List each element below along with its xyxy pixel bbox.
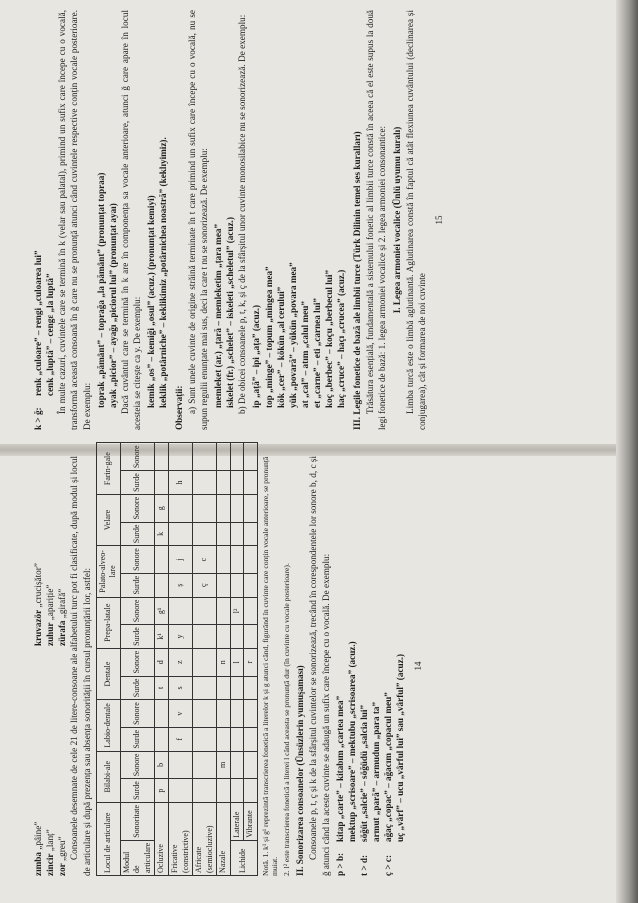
- table-row: [168, 443, 192, 876]
- table-cell: [193, 443, 217, 471]
- table-cell: p: [155, 779, 169, 803]
- sonority-cell: Surde: [120, 522, 155, 546]
- example-word: zincir: [45, 853, 56, 876]
- table-cell: l: [230, 648, 244, 676]
- table-cell: [155, 573, 169, 597]
- example-line: ayak „picior” – ayağı „piciorul lui” (pronunțat ayaı): [107, 203, 118, 408]
- table-cell: [155, 471, 169, 495]
- table-cell: k: [155, 522, 169, 546]
- example-word: zımba: [33, 852, 43, 876]
- rule-block: [382, 456, 406, 876]
- paragraph: În multe cazuri, cuvintele care se termină în k (velar sau palatal), primind un sufix care începe cu o vocală, transformă această consoană în ğ care nu se pronunță atunci când cuvintele respective conțin vocale posterioare. De exemplu:: [57, 10, 92, 430]
- section-title: III. Legile fonetice de bază ale limbii turce (Türk Dilinin temel ses kuralları): [351, 131, 362, 430]
- sonority-cell: Sonore: [120, 494, 155, 522]
- table-cell: k¹: [155, 625, 169, 649]
- table-cell: r: [244, 648, 258, 676]
- table-cell: [193, 625, 217, 649]
- table-cell: [230, 779, 244, 803]
- table-row: [217, 443, 231, 876]
- table-cell: [193, 471, 217, 495]
- example-word: zor: [57, 863, 68, 876]
- sonority-cell: Sonore: [120, 597, 155, 625]
- example-line: yük „povară” – yükün „povara mea”: [287, 262, 298, 408]
- table-cell: [230, 471, 244, 495]
- table-cell: [217, 471, 231, 495]
- table-cell: [244, 676, 258, 700]
- table-corner-mid: Sonoritate: [120, 802, 155, 840]
- table-cell: [193, 676, 217, 700]
- example-gloss: „apariție”: [45, 584, 56, 621]
- table-cell: [244, 494, 258, 522]
- example-line: ip „ață” – ipi „ața” (acuz.): [251, 304, 262, 408]
- table-cell: [168, 779, 192, 803]
- table-cell: h: [168, 471, 192, 495]
- table-cell: t: [155, 676, 169, 700]
- row-label: Nazale: [217, 802, 231, 875]
- page-15: [26, 0, 614, 440]
- example-line: top „minge” – topum „mingea mea”: [263, 266, 274, 408]
- table-cell: d: [155, 648, 169, 676]
- consonant-table: [96, 443, 258, 877]
- intro-paragraph: Consoanele desemnate de cele 21 de litere-consoane ale alfabetului turc pot fi clasificate, după modul și locul de articulare și după prezența sau absența sonorității în cursul pronunțării lor, astfel:: [69, 456, 92, 876]
- table-cell: [230, 573, 244, 597]
- table-cell: [168, 443, 192, 471]
- page-number: 14: [412, 661, 423, 671]
- table-cell: [168, 597, 192, 625]
- example-line: kök „cer” – kökün „al cerului”: [275, 286, 286, 408]
- table-cell: [244, 751, 258, 779]
- page-14: [26, 446, 614, 886]
- example-line: iskelet (fr.) „schelet” – iskeleti „scheletul” (acuz.): [225, 216, 236, 408]
- table-cell: [193, 779, 217, 803]
- table-cell: g¹: [155, 597, 169, 625]
- example-gloss: „lanț”: [45, 829, 56, 852]
- table-header-cell: Bilabi-ale: [96, 751, 120, 802]
- sonority-cell: Sonore: [120, 751, 155, 779]
- table-cell: [168, 522, 192, 546]
- table-cell: [230, 522, 244, 546]
- table-cell: [193, 751, 217, 779]
- example-word: zuhur: [45, 622, 56, 646]
- table-header-cell: Labio-dentale: [96, 700, 120, 751]
- sonority-cell: Sonore: [120, 546, 155, 574]
- example-line: koç „berbec” – koçu „berbecul lui”: [324, 269, 335, 408]
- observations-title: Observații:: [173, 385, 184, 430]
- row-label: Lichide: [230, 840, 257, 875]
- table-cell: v: [168, 700, 192, 728]
- table-cell: [244, 471, 258, 495]
- table-cell: [244, 522, 258, 546]
- table-cell: [193, 494, 217, 522]
- table-header-cell: Dentale: [96, 648, 120, 699]
- example-line: toprak „pământ” – toprağa „la pământ” (pronunțat topraa): [95, 172, 106, 408]
- table-cell: [155, 700, 169, 728]
- table-cell: [230, 676, 244, 700]
- table-cell: [193, 700, 217, 728]
- example-gloss: „crucișător”: [33, 563, 43, 608]
- example-line: haç „cruce” – haçı „crucea” (acuz.): [336, 269, 347, 408]
- rule-block: [358, 456, 382, 876]
- table-cell: [244, 700, 258, 728]
- paragraph: Limba turcă este o limbă aglutinantă. Aglutinarea constă în faptul că atât flexiunea cuvântului (declinarea și conjugarea), cât și formarea de noi cuvinte: [405, 10, 428, 430]
- rule-example: ağaç „copac” – ağacım „copacul meu”: [383, 692, 394, 842]
- table-cell: [244, 443, 258, 471]
- table-cell: [217, 727, 231, 751]
- table-cell: n: [217, 648, 231, 676]
- sonority-cell: Sonore: [120, 443, 155, 471]
- page-number: 15: [434, 215, 445, 225]
- table-note: 2. l² este transcrierea fonetică a literei l când aceasta se pronunță dur (în cuvinte cu vocale posterioare).: [281, 563, 291, 876]
- table-cell: j: [168, 546, 192, 574]
- sonority-cell: Surde: [120, 676, 155, 700]
- table-cell: [217, 546, 231, 574]
- table-cell: b: [155, 751, 169, 779]
- table-corner-left: Modul de articulare: [120, 840, 155, 875]
- table-cell: [230, 625, 244, 649]
- table-cell: [217, 779, 231, 803]
- table-cell: [230, 751, 244, 779]
- example-word: zürafa: [57, 620, 68, 646]
- intro-examples: [32, 456, 68, 876]
- table-cell: [217, 494, 231, 522]
- row-sublabel: Laterale: [230, 802, 244, 840]
- section-paragraph: Consoanele p, t, ç și k de la sfârșitul cuvintelor se sonorizează, trecând în corespondentele lor sonore b, d, c și ğ atunci când la aceste cuvinte se adaugă un sufix care începe cu o vocală. De exemplu:: [308, 456, 331, 876]
- table-header-cell: Prepa-latale: [96, 597, 120, 648]
- table-cell: g: [155, 494, 169, 522]
- example-gloss: „greu”: [57, 836, 68, 861]
- table-cell: [217, 625, 231, 649]
- rule-label: k > ğ:: [33, 407, 43, 430]
- rule-block: [32, 10, 56, 430]
- table-row: [155, 443, 169, 876]
- sonority-cell: Sonore: [120, 648, 155, 676]
- table-cell: [155, 727, 169, 751]
- table-cell: m: [217, 751, 231, 779]
- table-cell: [155, 443, 169, 471]
- table-header-cell: Farin-gale: [96, 443, 120, 494]
- sonority-cell: Surde: [120, 779, 155, 803]
- table-cell: [244, 727, 258, 751]
- rule-label: t > d:: [358, 854, 369, 876]
- table-header-cell: Velare: [96, 494, 120, 545]
- table-cell: [217, 573, 231, 597]
- example-line: keklik „potârniche” – keklikimiz „potârnichea noastră” (keklıyimiz).: [158, 137, 169, 408]
- table-cell: l²: [230, 597, 244, 625]
- example-line: memleket (ar.) „țară – memleketim „țara mea”: [212, 223, 223, 408]
- table-cell: [244, 779, 258, 803]
- table-cell: [230, 546, 244, 574]
- row-sublabel: Vibrante: [244, 802, 258, 840]
- table-cell: [193, 522, 217, 546]
- table-corner-top: Locul de articulare: [96, 802, 120, 875]
- rule-example: mektup „scrisoare” – mektubu „scrisoarea” (acuz.): [346, 641, 357, 842]
- table-cell: [217, 676, 231, 700]
- table-cell: [244, 597, 258, 625]
- row-label: Ocluzive: [155, 802, 169, 875]
- table-cell: [230, 494, 244, 522]
- rule-example: söğüt „salcie” – söğüdü „salcia lui”: [358, 704, 369, 842]
- example-word: kruvazör: [33, 609, 43, 646]
- observation-b: b) De obicei consoanele p, t, k, și ç de la sfârșitul unor cuvinte monosilabice nu se sonorizează. De exemplu:: [237, 14, 248, 414]
- table-cell: [168, 494, 192, 522]
- example-line: et „carne” – eti „carnea lui”: [312, 298, 323, 408]
- paragraph: Dacă cuvântul care se termină în k are în componența sa vocale anterioare, atunci ğ care apare în locul acesteia se citește ca y. De exemplu:: [119, 10, 143, 430]
- table-cell: [230, 443, 244, 471]
- sonority-cell: Surde: [120, 727, 155, 751]
- table-cell: [193, 648, 217, 676]
- sonority-cell: Surde: [120, 573, 155, 597]
- table-header-cell: Palato-alveo-lare: [96, 546, 120, 597]
- rule-example: cenk „luptă” – cengε „la luptă”: [45, 273, 56, 396]
- table-cell: y: [168, 625, 192, 649]
- example-line: kemik „os” – kemiği „osul” (acuz.) (pronunțat kemiyi): [146, 195, 157, 408]
- section-title: II. Sonorizarea consoanelor (Ünsüzlerin yumuşaması): [295, 665, 306, 876]
- table-row: [230, 443, 244, 876]
- table-cell: [217, 522, 231, 546]
- table-cell: ș: [168, 573, 192, 597]
- table-cell: c: [193, 546, 217, 574]
- rule-block: [334, 456, 358, 876]
- table-cell: [230, 700, 244, 728]
- table-row: [193, 443, 217, 876]
- table-cell: [193, 727, 217, 751]
- example-line: at „cal” – atım „calul meu”: [299, 301, 310, 408]
- table-cell: z: [168, 648, 192, 676]
- paragraph: Trăsătura esențială, fundamentală a sistemului fonetic al limbii turce constă în aceea că el este supus la două legi fonetice de bază: 1. legea armoniei vocalice și 2. legea armoniei consonantice:: [364, 10, 387, 430]
- rule-example: kitap „carte” – kitabım „cartea mea”: [334, 695, 345, 842]
- rule-example: armut „pară” – armudun „para ta”: [371, 701, 382, 842]
- table-cell: [217, 700, 231, 728]
- sonority-cell: Surde: [120, 625, 155, 649]
- rule-label: p > b:: [334, 852, 345, 876]
- subsection-title: I. Legea armoniei vocalice (Ünlü uyumu kuralı): [391, 126, 402, 314]
- table-cell: [155, 546, 169, 574]
- table-cell: [217, 443, 231, 471]
- sonority-cell: Sonore: [120, 700, 155, 728]
- table-cell: [217, 597, 231, 625]
- rule-example: renk „culoare” – rengi „culoarea lui”: [33, 250, 43, 396]
- rule-example: uç „vârf” – ucu „vârful lui” sau „vârful” (acuz.): [395, 653, 406, 842]
- example-gloss: „girafă”: [57, 588, 68, 619]
- observation-a: a) Sunt unele cuvinte de origine străină terminate în t care primind un sufix care începe cu o vocală, nu se supun regulii enunțate mai sus, deci la care t nu se sonorizează. De exemplu:: [186, 10, 209, 430]
- table-note: Notă. 1. k¹ și g¹ reprezintă transcrierea fonetică a literelor k și g atunci când, figurând în cuvinte care conțin vocale anterioare, se pronunță muiat.: [260, 456, 280, 876]
- table-cell: [244, 573, 258, 597]
- table-cell: [230, 727, 244, 751]
- scan-shadow-edge: [616, 0, 638, 903]
- table-cell: f: [168, 727, 192, 751]
- table-cell: [244, 546, 258, 574]
- row-label: Africate (semiocluzive): [193, 802, 217, 875]
- sonority-cell: Surde: [120, 471, 155, 495]
- table-cell: [244, 625, 258, 649]
- rule-label: ç > c:: [383, 854, 394, 876]
- table-cell: ç: [193, 573, 217, 597]
- table-cell: [168, 751, 192, 779]
- table-cell: [193, 597, 217, 625]
- example-gloss: „pâine”: [33, 821, 43, 850]
- row-label: Fricative (constrictive): [168, 802, 192, 875]
- table-row: [244, 443, 258, 876]
- table-cell: s: [168, 676, 192, 700]
